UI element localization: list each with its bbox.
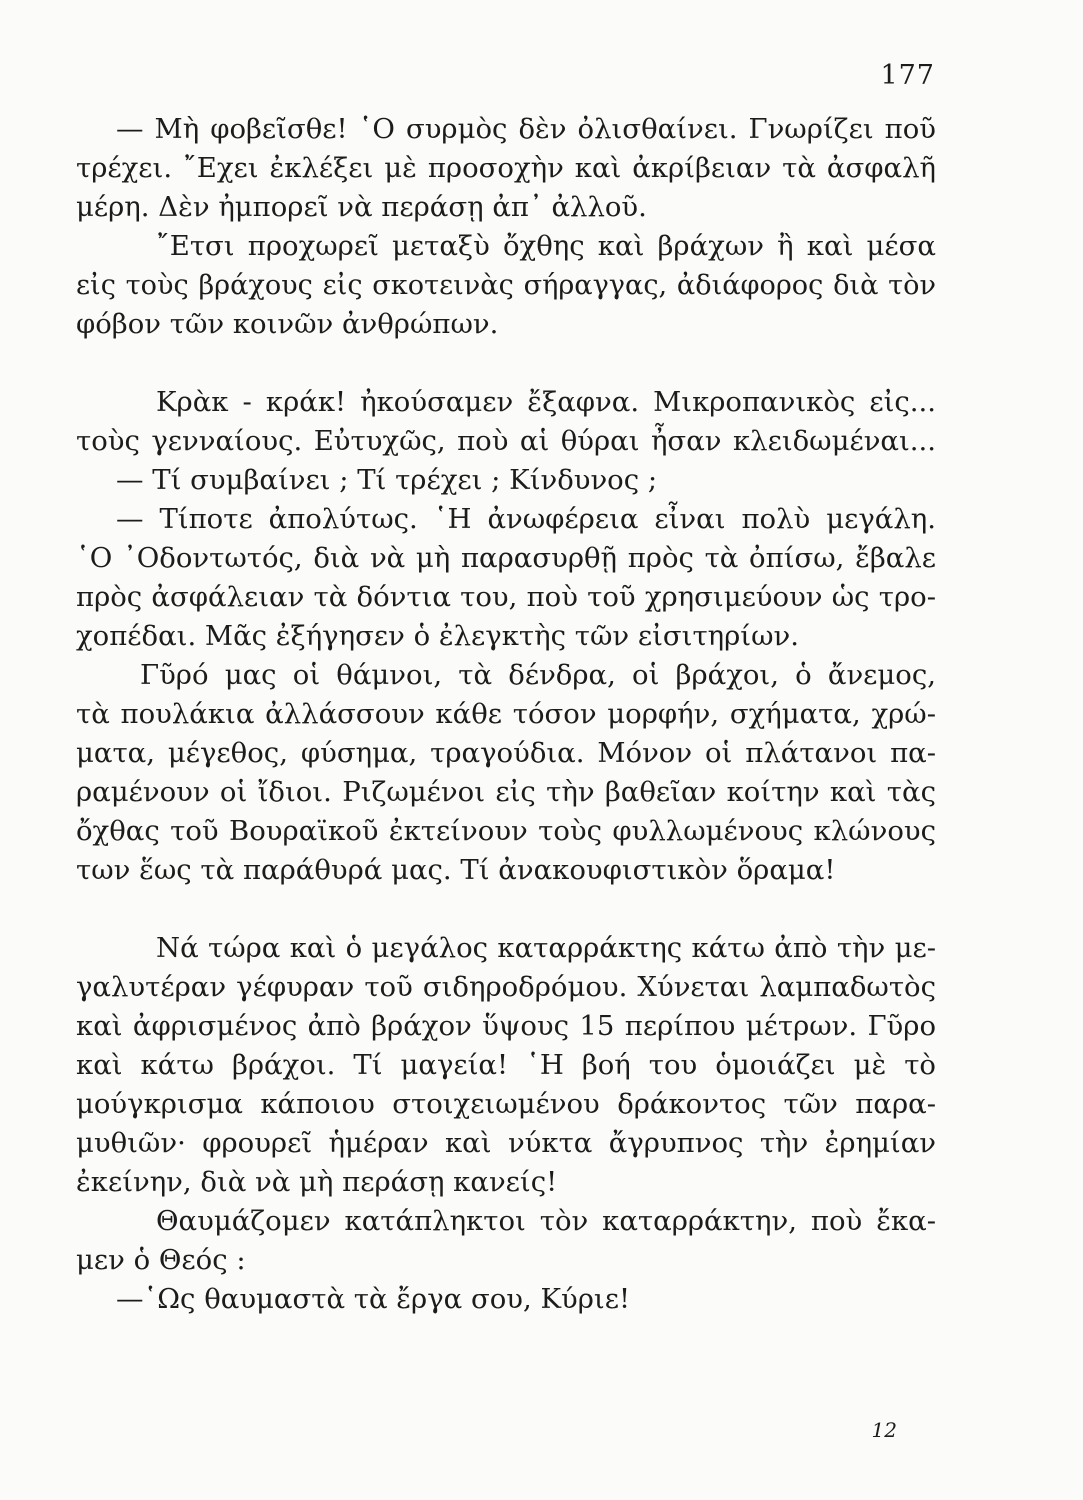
text-line: μέρη. Δὲν ἠμπορεῖ νὰ περάσῃ ἀπ᾽ ἀλλοῦ. (76, 191, 647, 223)
text-line: μυθιῶν· φρουρεῖ ἡμέραν καὶ νύκτα ἄγρυπνος τὴν ἐρημίαν (76, 1127, 936, 1159)
text-line: πρὸς ἀσφάλειαν τὰ δόντια του, ποὺ τοῦ χρησιμεύουν ὡς τρο- (76, 581, 936, 613)
text-line: ὄχθας τοῦ Βουραϊκοῦ ἐκτείνουν τοὺς φυλλωμένους κλώνους (76, 815, 936, 847)
text-line: ῎Ετσι προχωρεῖ μεταξὺ ὄχθης καὶ βράχων ἢ καὶ μέσα (156, 230, 936, 262)
signature-mark: 12 (871, 1418, 897, 1442)
text-line: φόβον τῶν κοινῶν ἀνθρώπων. (76, 308, 499, 340)
text-line: τὰ πουλάκια ἀλλάσσουν κάθε τόσον μορφήν, σχήματα, χρώ- (76, 698, 936, 730)
text-line: ματα, μέγεθος, φύσημα, τραγούδια. Μόνον οἱ πλάτανοι πα- (76, 737, 936, 769)
text-line: — Μὴ φοβεῖσθε! ῾Ο συρμὸς δὲν ὀλισθαίνει. Γνωρίζει ποῦ (116, 113, 936, 145)
text-line: γαλυτέραν γέφυραν τοῦ σιδηροδρόμου. Χύνεται λαμπαδωτὸς (76, 971, 936, 1003)
text-line: τρέχει. ῎Εχει ἐκλέξει μὲ προσοχὴν καὶ ἀκρίβειαν τὰ ἀσφαλῆ (76, 152, 936, 184)
text-line: ἐκείνην, διὰ νὰ μὴ περάσῃ κανείς! (76, 1166, 558, 1198)
text-line: Κρὰκ - κράκ! ἠκούσαμεν ἔξαφνα. Μικροπανικὸς εἰς... (156, 386, 936, 418)
text-line: Νά τώρα καὶ ὁ μεγάλος καταρράκτης κάτω ἀπὸ τὴν με- (156, 932, 936, 964)
text-line: ραμένουν οἱ ἴδιοι. Ριζωμένοι εἰς τὴν βαθεῖαν κοίτην καὶ τὰς (76, 776, 936, 808)
text-line: Θαυμάζομεν κατάπληκτοι τὸν καταρράκτην, ποὺ ἔκα- (156, 1205, 936, 1237)
text-line: καὶ ἀφρισμένος ἀπὸ βράχον ὕψους 15 περίπου μέτρων. Γῦρο (76, 1010, 936, 1042)
page-number: 177 (880, 60, 935, 91)
text-line: — Τί συμβαίνει ; Τί τρέχει ; Κίνδυνος ; (116, 464, 658, 496)
text-line: ῾Ο ᾽Οδοντωτός, διὰ νὰ μὴ παρασυρθῇ πρὸς τὰ ὀπίσω, ἔβαλε (76, 542, 936, 574)
text-line: χοπέδαι. Μᾶς ἐξήγησεν ὁ ἐλεγκτὴς τῶν εἰσιτηρίων. (76, 620, 799, 652)
blank-line (76, 890, 936, 929)
text-line: τοὺς γενναίους. Εὐτυχῶς, ποὺ αἱ θύραι ἦσαν κλειδωμέναι... (76, 425, 936, 457)
text-line: μεν ὁ Θεός : (76, 1244, 246, 1276)
text-line: καὶ κάτω βράχοι. Τί μαγεία! ῾Η βοή του ὁμοιάζει μὲ τὸ (76, 1049, 936, 1081)
text-line: μούγκρισμα κάποιου στοιχειωμένου δράκοντος τῶν παρα- (76, 1088, 936, 1120)
blank-line (76, 344, 936, 383)
body-text (76, 110, 936, 1319)
text-line: —῾Ως θαυμαστὰ τὰ ἔργα σου, Κύριε! (116, 1283, 631, 1315)
text-line: — Τίποτε ἀπολύτως. ῾Η ἀνωφέρεια εἶναι πολὺ μεγάλη. (116, 503, 936, 535)
text-line: εἰς τοὺς βράχους εἰς σκοτεινὰς σήραγγας, ἀδιάφορος διὰ τὸν (76, 270, 936, 301)
text-line: των ἕως τὰ παράθυρά μας. Τί ἀνακουφιστικὸν ὅραμα! (76, 854, 836, 886)
text-line: Γῦρό μας οἱ θάμνοι, τὰ δένδρα, οἱ βράχοι, ὁ ἄνεμος, (140, 659, 936, 691)
